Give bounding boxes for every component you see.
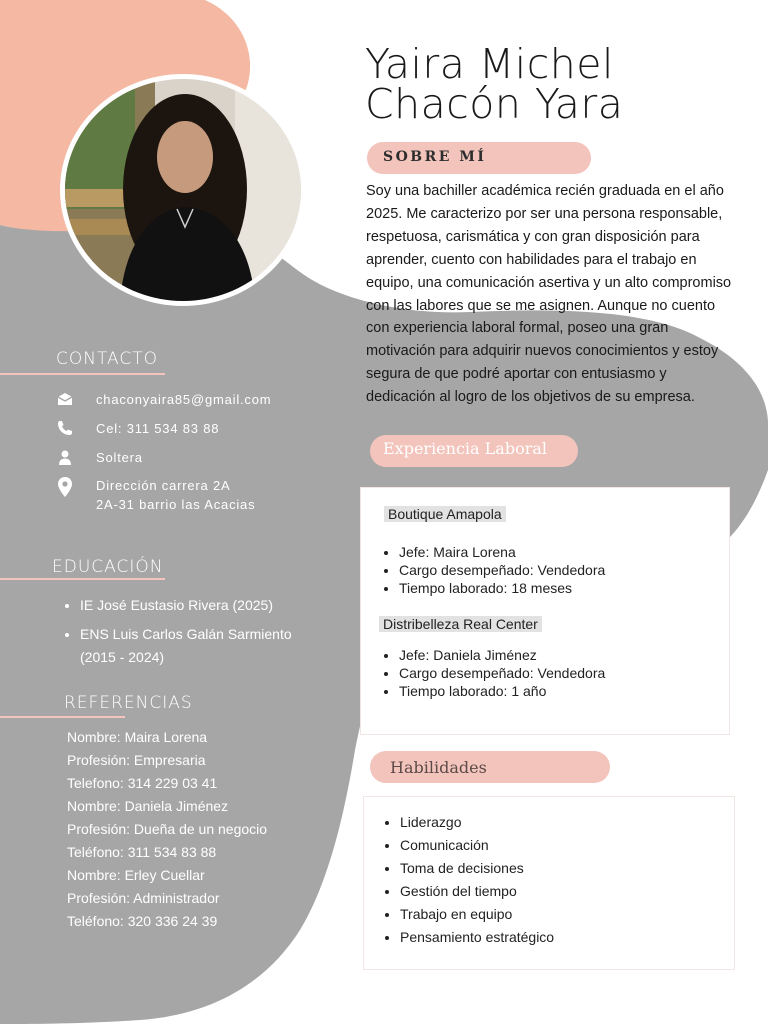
- job-role: • Cargo desempeñado: Vendedora: [399, 561, 605, 579]
- references-title: REFERENCIAS: [64, 693, 193, 713]
- reference-line: Nombre: Maira Lorena: [67, 729, 208, 745]
- skill-item: • Trabajo en equipo: [400, 903, 554, 926]
- location-pin-icon: [56, 476, 74, 498]
- address-line-2: 2A-31 barrio las Acacias: [96, 497, 256, 512]
- references-list: [67, 726, 267, 933]
- contact-title: CONTACTO: [56, 349, 158, 369]
- address-line-1: Dirección carrera 2A: [96, 478, 231, 493]
- email-text: chaconyaira85@gmail.com: [96, 392, 272, 407]
- skills-title: Habilidades: [390, 758, 487, 777]
- reference-line: Nombre: Erley Cuellar: [67, 867, 205, 883]
- education-years: (2015 - 2024): [80, 649, 165, 665]
- experience-title: Experiencia Laboral: [383, 439, 547, 458]
- reference-line: Teléfono: 311 534 83 88: [67, 844, 217, 860]
- about-text: Soy una bachiller académica recién graduada en el año 2025. Me caracterizo por ser una persona responsable, respetuosa, carismática y con gran disposición para aprender, cuento con habilidades para el trabajo en equipo, una comunicación asertiva y un alto compromiso con las labores que se me asignen. Aunque no cuento con experiencia laboral formal, poseo una gran motivación para adquirir nuevos conocimientos y estoy segura de que podré aportar con entusiasmo y dedicación al logro de los objetivos de su empresa.: [366, 183, 732, 406]
- reference-line: Nombre: Daniela Jiménez: [67, 798, 229, 814]
- contact-underline: [0, 373, 165, 375]
- skill-item: • Liderazgo: [400, 811, 554, 834]
- education-item: [80, 594, 292, 617]
- education-item: [80, 623, 292, 669]
- reference-line: Profesión: Empresaria: [67, 752, 206, 768]
- job-company: Distribelleza Real Center: [379, 616, 542, 632]
- skill-item: • Pensamiento estratégico: [400, 926, 554, 949]
- phone-icon: [56, 419, 74, 437]
- reference-line: Profesión: Administrador: [67, 890, 220, 906]
- reference-line: Telefono: 314 229 03 41: [67, 775, 218, 791]
- job-company: Boutique Amapola: [384, 506, 506, 522]
- user-icon: [56, 448, 74, 466]
- job-time: • Tiempo laborado: 1 año: [399, 682, 605, 700]
- skill-item: • Gestión del tiempo: [400, 880, 554, 903]
- about-title: SOBRE MÍ: [383, 149, 487, 165]
- skills-list: [382, 811, 554, 949]
- skill-item: • Toma de decisiones: [400, 857, 554, 880]
- name-line-2: Chacón Yara: [365, 80, 624, 128]
- skill-item: • Comunicación: [400, 834, 554, 857]
- reference-line: Profesión: Dueña de un negocio: [67, 821, 268, 837]
- job-boss: • Jefe: Maira Lorena: [399, 543, 605, 561]
- job-boss: • Jefe: Daniela Jiménez: [399, 646, 605, 664]
- phone-text: Cel: 311 534 83 88: [96, 421, 220, 436]
- references-underline: [0, 716, 125, 718]
- job-details: [381, 543, 605, 597]
- education-title: EDUCACIÓN: [52, 557, 164, 577]
- education-underline: [0, 578, 165, 580]
- job-time: • Tiempo laborado: 18 meses: [399, 579, 605, 597]
- name-line-1: Yaira Michel: [365, 40, 614, 88]
- job-details: [381, 646, 605, 700]
- education-school: IE José Eustasio Rivera (2025): [80, 597, 273, 613]
- full-name: [365, 40, 755, 128]
- envelope-icon: [56, 390, 74, 408]
- job-role: • Cargo desempeñado: Vendedora: [399, 664, 605, 682]
- education-school: ENS Luis Carlos Galán Sarmiento: [80, 626, 292, 642]
- status-text: Soltera: [96, 450, 143, 465]
- education-list: [62, 594, 292, 675]
- reference-line: Teléfono: 320 336 24 39: [67, 913, 218, 929]
- profile-photo: [65, 79, 301, 301]
